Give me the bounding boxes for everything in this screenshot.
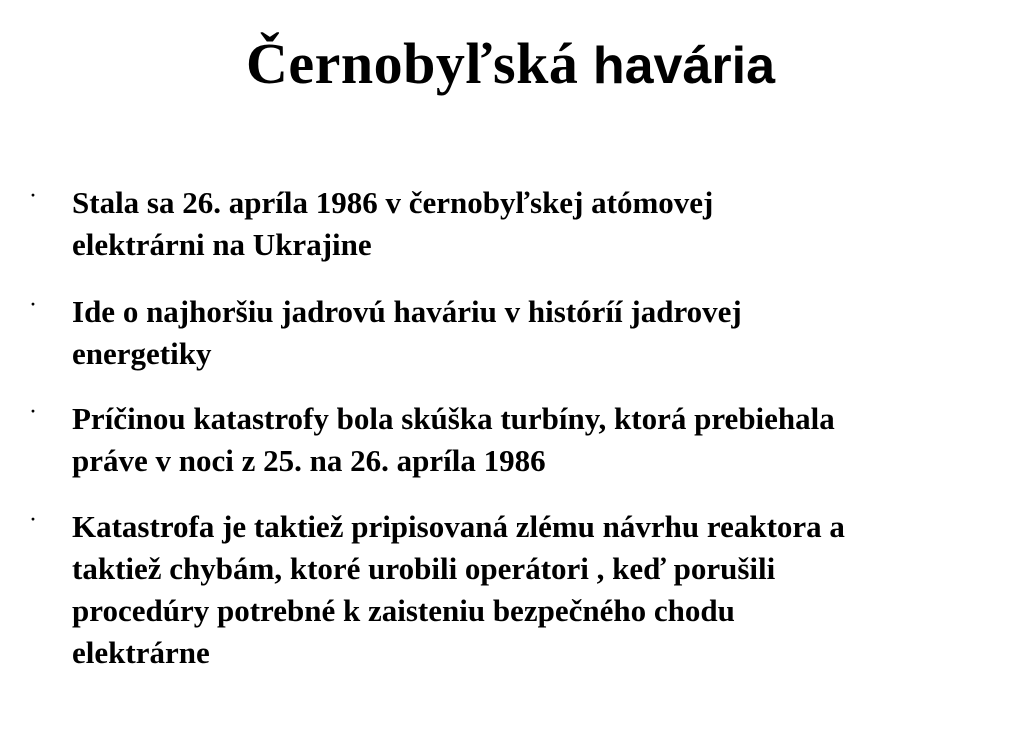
bullet-dot-icon: · [30, 401, 37, 421]
bullet-item [30, 506, 992, 674]
bullet-item [30, 182, 992, 266]
bullet-dot-icon: · [30, 185, 37, 205]
slide-title-part1: Černobyľská [245, 31, 579, 96]
bullet-line: elektrárni na Ukrajine [72, 227, 372, 262]
bullet-line: procedúry potrebné k zaisteniu bezpečného chodu [72, 593, 735, 628]
bullet-line: elektrárne [72, 635, 210, 670]
slide-title-part2: havária [592, 37, 776, 95]
bullet-line: práve v noci z 25. na 26. apríla 1986 [72, 443, 546, 478]
bullet-line: Ide o najhoršiu jadrovú haváriu v históríí jadrovej [72, 294, 742, 329]
bullet-line: taktiež chybám, ktoré urobili operátori , keď porušili [72, 551, 776, 586]
bullet-item [30, 291, 992, 375]
bullet-line: Príčinou katastrofy bola skúška turbíny, ktorá prebiehala [72, 401, 835, 436]
bullet-line: Katastrofa je taktiež pripisovaná zlému návrhu reaktora a [72, 509, 845, 544]
bullet-item [30, 398, 992, 482]
bullet-line: energetiky [72, 336, 212, 371]
bullet-dot-icon: · [30, 294, 37, 314]
bullet-line: Stala sa 26. apríla 1986 v černobyľskej atómovej [72, 185, 714, 220]
bullet-dot-icon: · [30, 509, 37, 529]
